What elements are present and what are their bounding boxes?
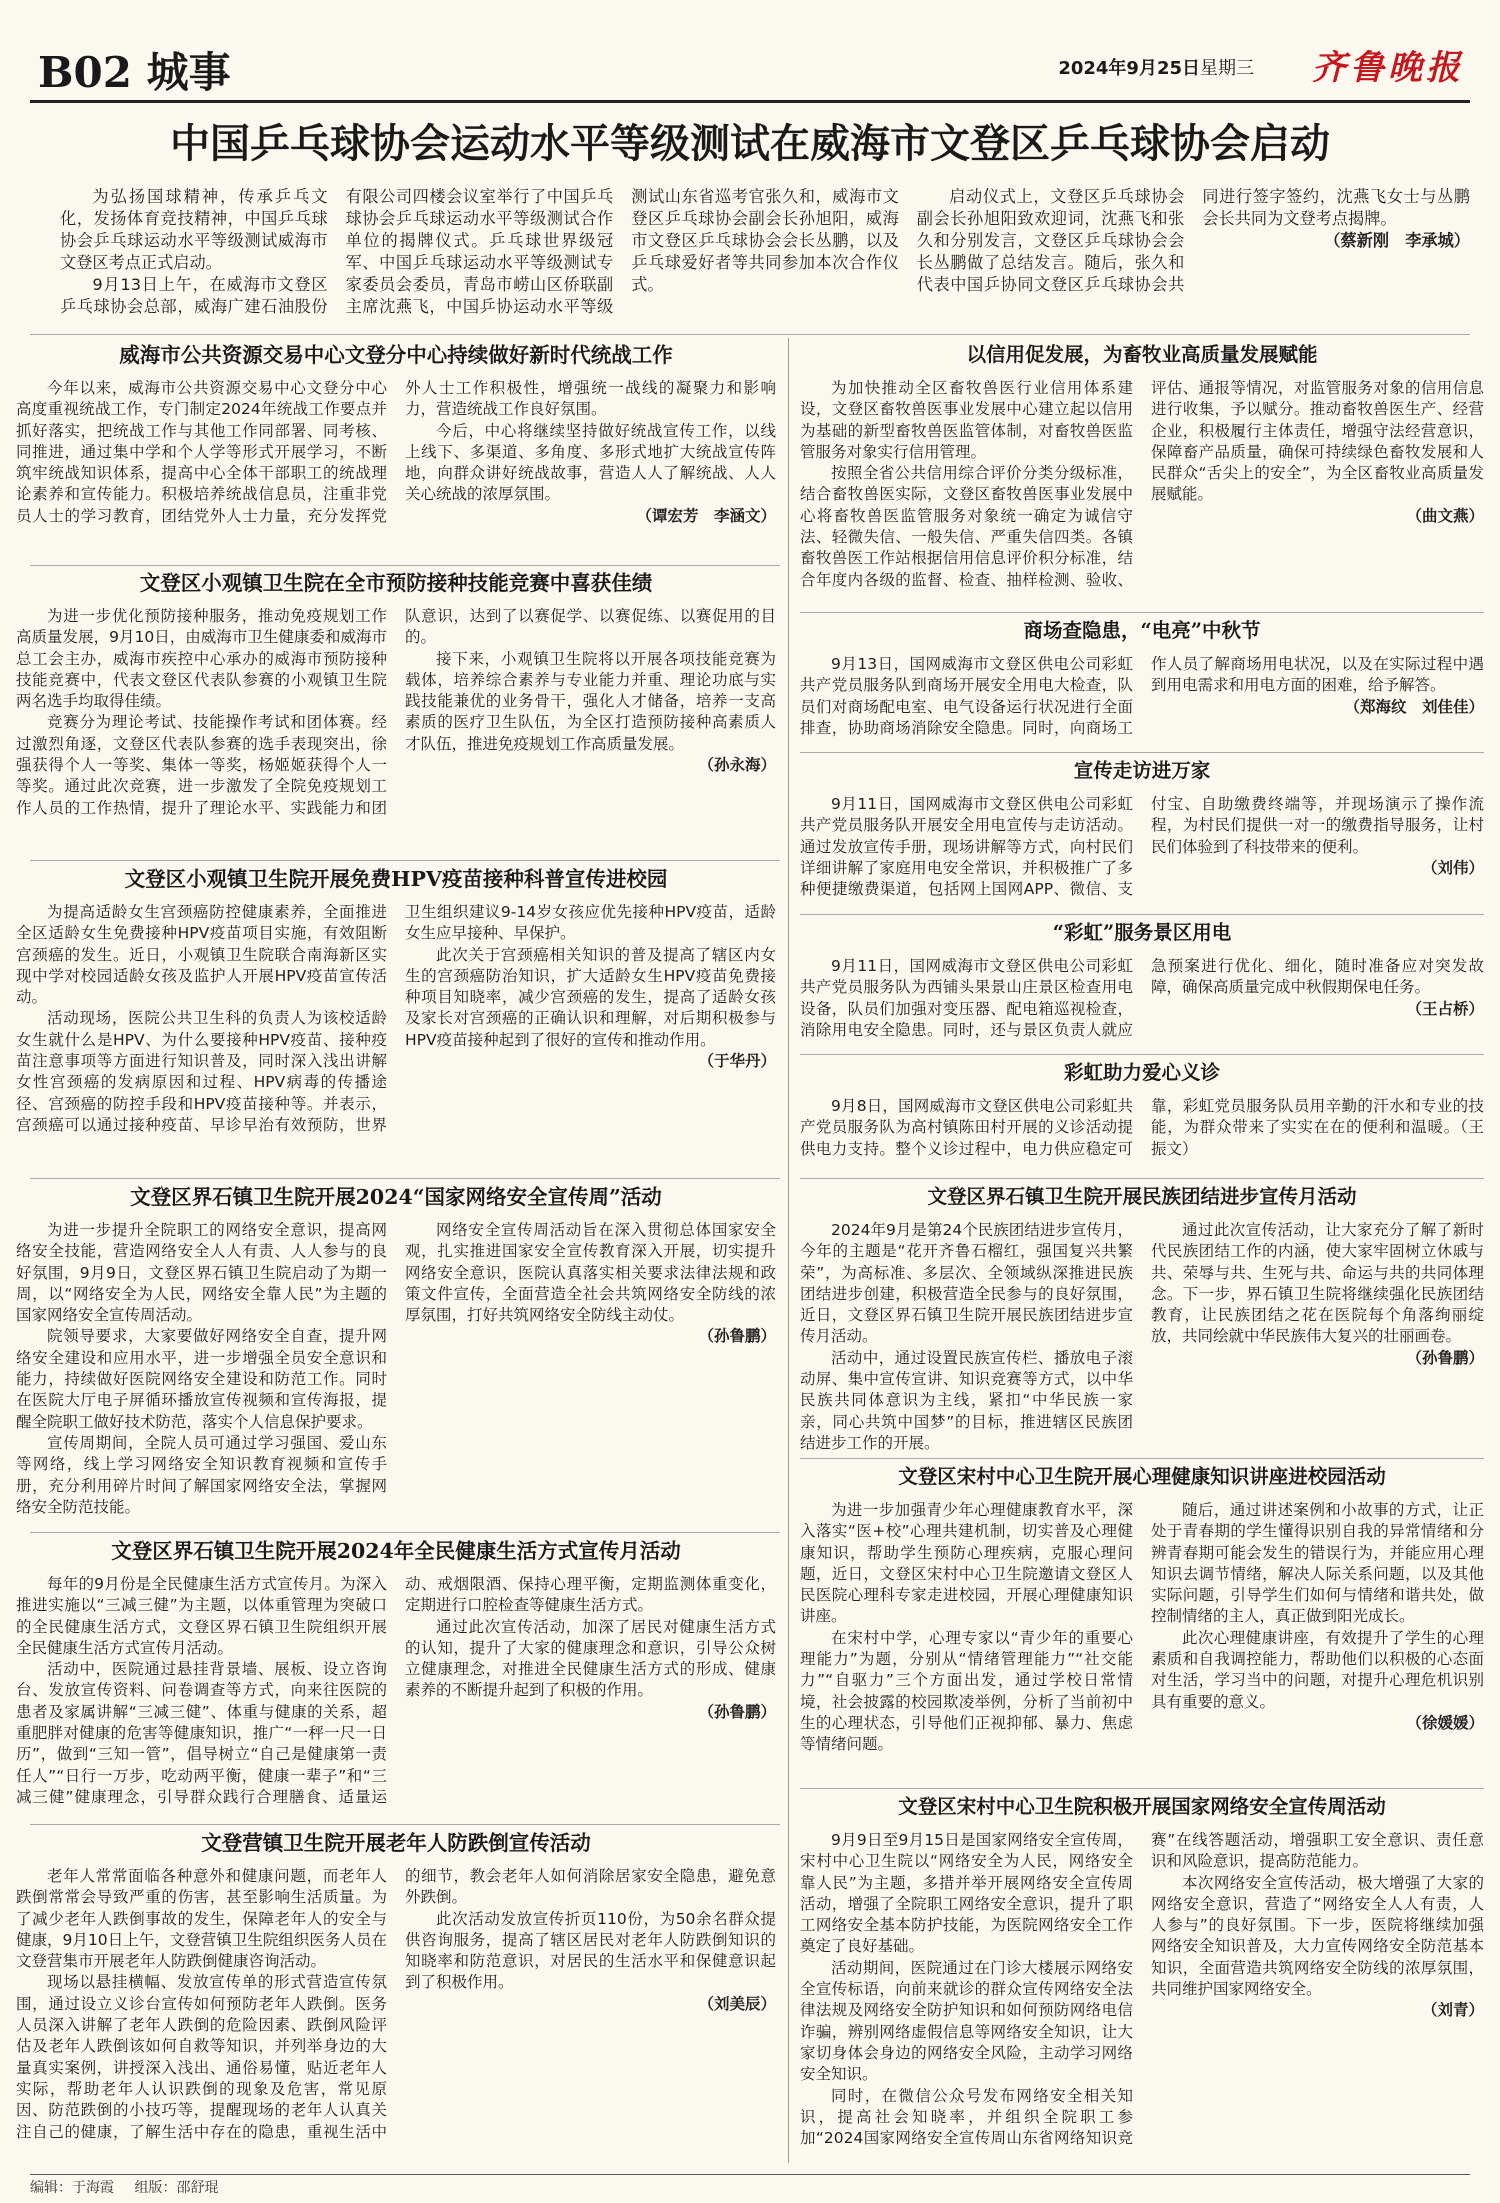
- article-divider: [800, 612, 1484, 613]
- paragraph: 每年的9月份是全民健康生活方式宣传月。为深入推进实施以“三减三健”为主题，以体重管理为突破口的全民健康生活方式，文登区界石镇卫生院组织开展全民健康生活方式宣传月活动。: [16, 1575, 387, 1657]
- byline: （于华丹）: [698, 1052, 776, 1071]
- article-divider: [800, 914, 1484, 915]
- section-label: B02 城事: [38, 48, 231, 97]
- paragraph: 此次心理健康讲座，有效提升了学生的心理素质和自我调控能力，帮助他们以积极的心态面对生活，学习当中的问题，对提升心理危机识别具有重要的意义。: [1151, 1628, 1484, 1711]
- paragraph: 活动现场，医院公共卫生科的负责人为该校适龄女生就什么是HPV、为什么要接种HPV疫苗、接种疫苗注意事项等方面进行知识普及，同时深入浅出讲解女性宫颈癌的发病原因和过程、HPV病毒的传播途径、宫颈癌的防控手段和HPV疫苗接种等。并表示，宫颈癌可以通过接种疫苗、早诊早治有效预防，世界卫生组织建议9-14岁女孩应优先接种HPV疫苗，适龄女生应早接种、早保护。: [16, 903, 776, 1134]
- article: [800, 916, 1484, 1052]
- paragraph: 随后，通过讲述案例和小故事的方式，让正处于青春期的学生懂得识别自我的异常情绪和分辨青春期可能会发生的错误行为，并能应用心理知识去调节情绪，解决人际关系问题，以及其他实际问题，引导学生们如何与情绪和谐共处，做控制情绪的主人，真正做到阳光成长。: [1151, 1501, 1484, 1626]
- paragraph: 活动中，医院通过悬挂背景墙、展板、设立咨询台、发放宣传资料、问卷调查等方式，向来往医院的患者及家属讲解“三减三健”、体重与健康的关系，超重肥胖对健康的危害等健康知识，推广“一秤一尺一日历”，做到“三知一管”，倡导树立“自己是健康第一责任人”“日行一万步，吃动两平衡，健康一辈子”和“三减三健”健康理念，引导群众践行合理膳食、适量运动、戒烟限酒、保持心理平衡，定期监测体重变化，定期进行口腔检查等健康生活方式。: [16, 1575, 776, 1806]
- paragraph: 此次关于宫颈癌相关知识的普及提高了辖区内女生的宫颈癌防治知识，扩大适龄女生HPV疫苗免费接种项目知晓率，减少宫颈癌的发生，提高了适龄女孩及家长对宫颈癌的正确认识和理解，对后期积极参与HPV疫苗接种起到了很好的宣传和推动作用。: [405, 945, 776, 1049]
- issue-date: 2024年9月25日: [1058, 58, 1200, 79]
- byline: （王占桥）: [1406, 999, 1484, 1018]
- article-divider: [800, 752, 1484, 753]
- article: [16, 1180, 776, 1530]
- byline: （孙鲁鹏）: [698, 1327, 776, 1346]
- byline: （谭宏芳 李涵文）: [636, 506, 776, 525]
- paragraph: 9月11日，国网威海市文登区供电公司彩虹共产党员服务队为西铺头果景山庄景区检查用电设备，队员们加强对变压器、配电箱巡视检查，消除用电安全隐患。同时，还与景区负责人就应急预案进行优化、细化，随时准备应对突发故障，确保高质量完成中秋假期保电任务。: [800, 957, 1484, 1039]
- paragraph: 活动中，通过设置民族宣传栏、播放电子滚动屏、集中宣传宣讲、知识竞赛等方式，以中华民族共同体意识为主线，紧扣“中华民族一家亲，同心共筑中国梦”的目标，推进辖区民族团结进步工作的开展。: [800, 1348, 1133, 1452]
- article-title: “彩虹”服务景区用电: [1052, 921, 1232, 944]
- paragraph: 按照全省公共信用综合评价分类分级标准，结合畜牧兽医实际，文登区畜牧兽医事业发展中心将畜牧兽医监管服务对象统一确定为诚信守法、轻微失信、一般失信、严重失信四类。各镇畜牧兽医工作站根据信用信息评价积分标准，结合年度内各级的监督、检查、抽样检测、验收、评估、通报等情况，对监管服务对象的信用信息进行收集，予以赋分。推动畜牧兽医生产、经营企业，积极履行主体责任，增强守法经营意识，保障畜产品质量，确保可持续绿色畜牧发展和人民群众“舌尖上的安全”，为全区畜牧业高质量发展赋能。: [800, 379, 1484, 589]
- article-divider: [30, 1178, 780, 1179]
- article-divider: [800, 1458, 1484, 1459]
- article-title: 商场查隐患，“电亮”中秋节: [1023, 619, 1261, 642]
- article-divider: [800, 1788, 1484, 1789]
- article: [800, 338, 1484, 610]
- article-divider: [800, 1178, 1484, 1179]
- paragraph: 9月8日，国网威海市文登区供电公司彩虹共产党员服务队为高村镇陈田村开展的义诊活动提供电力支持。整个义诊过程中，电力供应稳定可靠，彩虹党员服务队员用辛勤的汗水和专业的技能，为群众带来了实实在在的便利和温暖。（王振文）: [800, 1097, 1484, 1158]
- paragraph: 本次网络安全宣传活动，极大增强了大家的网络安全意识，营造了“网络安全人人有责，人人参与”的良好氛围。下一步，医院将继续加强网络安全知识普及，大力宣传网络安全防范基本知识，全面营造共筑网络安全防线的浓厚氛围，共同维护国家网络安全。: [1151, 1873, 1484, 1999]
- article-title: 文登区界石镇卫生院开展民族团结进步宣传月活动: [927, 1185, 1357, 1208]
- paragraph: 老年人常常面临各种意外和健康问题，而老年人跌倒常常会导致严重的伤害，甚至影响生活质量。为了减少老年人跌倒事故的发生，保障老年人的安全与健康，9月10日上午，文登营镇卫生院组织医务人员在文登营集市开展老年人防跌倒健康咨询活动。: [16, 1867, 387, 1971]
- article: [800, 1056, 1484, 1176]
- byline: （徐媛媛）: [1406, 1713, 1484, 1732]
- paragraph: 启动仪式上，文登区乒乓球协会副会长孙旭阳致欢迎词，沈燕飞和张久和分别发言，文登区乒乓球协会会长丛鹏做了总结发言。随后，张久和代表中国乒协同文登区乒乓球协会共同进行签字签约，沈燕飞女士与丛鹏会长共同为文登考点揭牌。: [916, 187, 1470, 294]
- paragraph: 通过此次宣传活动，加深了居民对健康生活方式的认知，提升了大家的健康理念和意识，引导公众树立健康理念，对推进全民健康生活方式的形成、健康素养的不断提升起到了积极的作用。: [405, 1617, 776, 1700]
- byline: （刘青）: [1421, 2001, 1484, 2020]
- article: [800, 614, 1484, 750]
- article: [16, 338, 776, 563]
- paragraph: 为加快推动全区畜牧兽医行业信用体系建设，文登区畜牧兽医事业发展中心建立起以信用为基础的新型畜牧兽医监管体制，对畜牧兽医监管服务对象实行信用管理。: [800, 379, 1133, 461]
- paragraph: 为进一步优化预防接种服务，推动免疫规划工作高质量发展，9月10日，由威海市卫生健康委和威海市总工会主办，威海市疾控中心承办的威海市预防接种技能竞赛中，代表文登区代表队参赛的小观镇卫生院两名选手均取得佳绩。: [16, 607, 387, 711]
- paragraph: 活动期间，医院通过在门诊大楼展示网络安全宣传标语，向前来就诊的群众宣传网络安全法律法规及网络安全防护知识和如何预防网络电信诈骗，辨别网络虚假信息等网络安全知识，让大家切身体会身边的网络安全风险，主动学习网络安全知识。: [800, 1958, 1133, 2084]
- paragraph: 为进一步提升全院职工的网络安全意识，提高网络安全技能，营造网络安全人人有责、人人参与的良好氛围，9月9日，文登区界石镇卫生院启动了为期一周，以“网络安全为人民，网络安全靠人民”为主题的国家网络安全宣传周活动。: [16, 1221, 387, 1325]
- issue-weekday: 星期三: [1200, 58, 1254, 79]
- paragraph: 网络安全宣传周活动旨在深入贯彻总体国家安全观，扎实推进国家安全宣传教育深入开展，切实提升网络安全意识，医院认真落实相关要求法律法规和政策文件宣传，全面营造全社会共筑网络安全防线的浓厚氛围，打好共筑网络安全防线主动仗。: [405, 1221, 776, 1325]
- paragraph: 竞赛分为理论考试、技能操作考试和团体赛。经过激烈角逐，文登区代表队参赛的选手表现突出，徐强获得个人一等奖、集体一等奖，杨姬姬获得个人一等奖。通过此次竞赛，进一步激发了全院免疫规划工作人员的工作热情，提升了理论水平、实践能力和团队意识，达到了以赛促学、以赛促练、以赛促用的目的。: [16, 607, 776, 817]
- lead-body: [60, 186, 1470, 332]
- byline: （孙永海）: [698, 756, 776, 775]
- article-title: 文登区界石镇卫生院开展2024年全民健康生活方式宣传月活动: [111, 1539, 681, 1563]
- article-title: 文登区宋村中心卫生院积极开展国家网络安全宣传周活动: [898, 1795, 1386, 1818]
- paragraph: 9月13日，国网威海市文登区供电公司彩虹共产党员服务队到商场开展安全用电大检查，队员们对商场配电室、电气设备运行状况进行全面排查，协助商场消除安全隐患。同时，向商场工作人员了解商场用电状况，以及在实际过程中遇到用电需求和用电方面的困难，给予解答。: [800, 655, 1484, 737]
- article-title: 彩虹助力爱心义诊: [1063, 1061, 1220, 1084]
- article-divider: [30, 1532, 780, 1533]
- lead-article: [60, 186, 1470, 332]
- byline: （郑海纹 刘佳佳）: [1344, 697, 1484, 716]
- byline: （刘伟）: [1421, 858, 1484, 877]
- article-title: 以信用促发展，为畜牧业高质量发展赋能: [966, 343, 1318, 366]
- byline: （刘美辰）: [698, 1994, 776, 2013]
- article-title: 威海市公共资源交易中心文登分中心持续做好新时代统战工作: [119, 343, 673, 367]
- header-rule: [30, 100, 1470, 103]
- column-divider: [788, 338, 789, 2163]
- paragraph: 2024年9月是第24个民族团结进步宣传月，今年的主题是“花开齐鲁石榴红，强国复兴共繁荣”，为高标准、多层次、全领域纵深推进民族团结进步创建，积极营造全民参与的良好氛围，近日，文登区界石镇卫生院开展民族团结进步宣传月活动。: [800, 1221, 1133, 1346]
- byline: （曲文燕）: [1406, 506, 1484, 525]
- lead-title: 中国乒乓球协会运动水平等级测试在威海市文登区乒乓球协会启动: [170, 120, 1330, 167]
- article-title: 宣传走访进万家: [1073, 759, 1211, 782]
- article: [800, 1460, 1484, 1786]
- paragraph: 为进一步加强青少年心理健康教育水平，深入落实“医+校”心理共建机制，切实普及心理健康知识，帮助学生预防心理疾病，克服心理问题，近日，文登区宋村中心卫生院邀请文登区人民医院心理科专家走进校园，开展心理健康知识讲座。: [800, 1501, 1133, 1626]
- article: [16, 566, 776, 858]
- paragraph: 接下来，小观镇卫生院将以开展各项技能竞赛为载体，培养综合素养与专业能力并重、理论功底与实践技能兼优的业务骨干，强化人才储备，培养一支高素质的医疗卫生队伍，为全区打造预防接种高素质人才队伍，推进免疫规划工作高质量发展。: [405, 649, 776, 753]
- article-title: 文登区界石镇卫生院开展2024“国家网络安全宣传周”活动: [130, 1185, 662, 1209]
- page-footer: [30, 2177, 1470, 2197]
- article: [800, 754, 1484, 912]
- paragraph: 院领导要求，大家要做好网络安全自查，提升网络安全建设和应用水平，进一步增强全员安全意识和能力，持续做好医院网络安全建设和防范工作。同时在医院大厅电子屏循环播放宣传视频和宣传海报，提醒全院职工做好技术防范，落实个人信息保护要求。: [16, 1327, 387, 1431]
- paragraph: 为提高适龄女生宫颈癌防控健康素养，全面推进全区适龄女生免费接种HPV疫苗项目实施，有效阻断宫颈癌的发生。近日，小观镇卫生院联合南海新区实现中学对校园适龄女孩及监护人开展HPV疫苗宣传活动。: [16, 903, 387, 1007]
- article-title: 文登营镇卫生院开展老年人防跌倒宣传活动: [201, 1831, 591, 1855]
- paragraph: 9月9日至9月15日是国家网络安全宣传周，宋村中心卫生院以“网络安全为人民，网络安全靠人民”为主题，多措并举开展网络安全宣传周活动，增强了全院职工网络安全意识，提升了职工网络安全基本防护技能，为医院网络安全工作奠定了良好基础。: [800, 1831, 1133, 1956]
- editor-credit: 编辑：于海霞: [30, 2180, 114, 2196]
- footer-rule: [30, 2174, 1470, 2175]
- article-title: 文登区宋村中心卫生院开展心理健康知识讲座进校园活动: [898, 1465, 1386, 1488]
- paragraph: 同时，在微信公众号发布网络安全相关知识，提高社会知晓率，并组织全院职工参加“2024国家网络安全宣传周山东省网络知识竞赛”在线答题活动，增强职工安全意识、责任意识和风险意识，提高防范能力。: [800, 1831, 1484, 2148]
- paragraph: 为弘扬国球精神，传承乒乓文化，发扬体育竞技精神，中国乒乓球协会乒乓球运动水平等级测试威海市文登区考点正式启动。: [60, 187, 328, 272]
- article: [800, 1790, 1484, 2162]
- paragraph: 9月11日，国网威海市文登区供电公司彩虹共产党员服务队开展安全用电宣传与走访活动。通过发放宣传手册，现场讲解等方式，向村民们详细讲解了家庭用电安全常识，并积极推广了多种便捷缴费渠道，包括网上国网APP、微信、支付宝、自助缴费终端等，并现场演示了操作流程，为村民们提供一对一的缴费指导服务，让村民们体验到了科技带来的便利。: [800, 795, 1484, 899]
- byline: （孙鲁鹏）: [1406, 1348, 1484, 1367]
- article-divider: [30, 860, 780, 861]
- paragraph: 今年以来，威海市公共资源交易中心文登分中心高度重视统战工作，专门制定2024年统战工作要点并抓好落实，把统战工作与其他工作同部署、同考核、同推进，通过集中学和个人学等形式开展学习，不断筑牢统战知识体系，提高中心全体干部职工的统战理论素养和宣传能力。积极培养统战信息员，注重非党员人士的学习教育，团结党外人士力量，充分发挥党外人士工作积极性，增强统一战线的凝聚力和影响力，营造统战工作良好氛围。: [16, 379, 776, 525]
- masthead-logo: 齐鲁晚报: [1312, 48, 1464, 88]
- article: [800, 1180, 1484, 1456]
- article: [16, 862, 776, 1176]
- article-divider: [30, 1824, 780, 1825]
- paragraph: 通过此次宣传活动，让大家充分了解了新时代民族团结工作的内涵，使大家牢固树立休戚与共、荣辱与共、生死与共、命运与共的共同体理念。下一步，界石镇卫生院将继续强化民族团结教育，让民族团结之花在医院每个角落绚丽绽放，共同绘就中华民族伟大复兴的壮丽画卷。: [1151, 1221, 1484, 1346]
- paragraph: 今后，中心将继续坚持做好统战宣传工作，以线上线下、多渠道、多角度、多形式地扩大统战宣传阵地，向群众讲好统战故事，营造人人了解统战、人人关心统战的浓厚氛围。: [405, 421, 776, 504]
- article-divider: [800, 1054, 1484, 1055]
- paragraph: 宣传周期间，全院人员可通过学习强国、爱山东等网络，线上学习网络安全知识教育视频和宣传手册，充分利用碎片时间了解国家网络安全法，掌握网络安全防范技能。: [16, 1433, 387, 1516]
- paragraph: 此次活动发放宣传折页110份，为50余名群众提供咨询服务，提高了辖区居民对老年人防跌倒知识的知晓率和防范意识，对居民的生活水平和保健意识起到了积极作用。: [405, 1909, 776, 1992]
- byline: （孙鲁鹏）: [698, 1702, 776, 1721]
- byline: （蔡新刚 李承城）: [1324, 231, 1470, 250]
- layout-credit: 组版：邵舒琨: [134, 2180, 219, 2196]
- paragraph: 现场以悬挂横幅、发放宣传单的形式营造宣传氛围，通过设立义诊台宣传如何预防老年人跌倒。医务人员深入讲解了老年人跌倒的危险因素、跌倒风险评估及老年人跌倒该如何自救等知识，并列举身边的大量真实案例，讲授深入浅出、通俗易懂，贴近老年人实际，帮助老年人认识跌倒的现象及危害，常见原因、防范跌倒的小技巧等，提醒现场的老年人认真关注自己的健康，了解生活中存在的隐患，重视生活中的细节，教会老年人如何消除居家安全隐患，避免意外跌倒。: [16, 1867, 776, 2141]
- paragraph: 9月13日上午，在威海市文登区乒乓球协会总部，威海广建石油股份有限公司四楼会议室举行了中国乒乓球协会乒乓球运动水平等级测试合作单位的揭牌仪式。乒乓球世界级冠军、中国乒乓球运动水平等级测试专家委员会委员，青岛市崂山区侨联副主席沈燕飞，中国乒协运动水平等级测试山东省巡考官张久和，威海市文登区乒乓球协会副会长孙旭阳，威海市文登区乒乓球协会会长丛鹏，以及乒乓球爱好者等共同参加本次合作仪式。: [60, 187, 899, 316]
- article: [16, 1534, 776, 1822]
- article: [16, 1826, 776, 2162]
- paragraph: 在宋村中学，心理专家以“青少年的重要心理能力”为题，分别从“情绪管理能力”“社交能力”“自驱力”三个方面出发，通过学校日常情境，社会披露的校园欺凌举例，分析了当前初中生的心理状态，引导他们正视抑郁、暴力、焦虑等情绪问题。: [800, 1628, 1133, 1754]
- article-title: 文登区小观镇卫生院开展免费HPV疫苗接种科普宣传进校园: [124, 867, 668, 891]
- section-divider: [30, 334, 1470, 335]
- article-title: 文登区小观镇卫生院在全市预防接种技能竞赛中喜获佳绩: [139, 571, 653, 595]
